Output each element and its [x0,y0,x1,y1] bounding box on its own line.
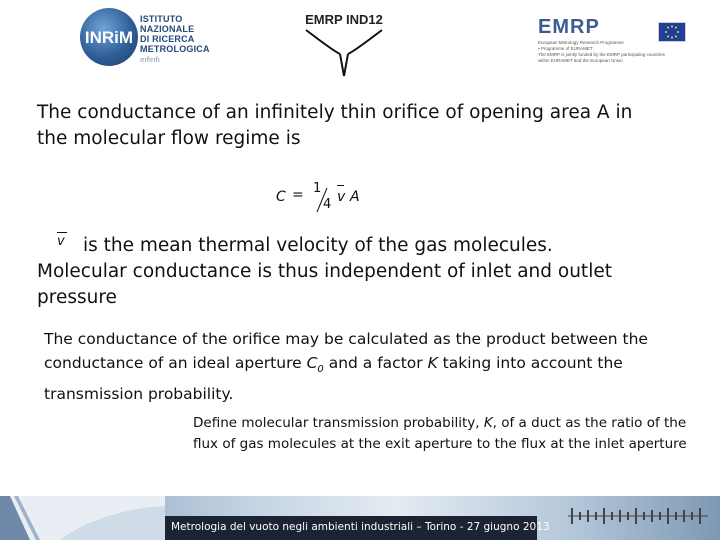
emrp-caption-line: within EURAMET and the European Union [538,58,623,63]
inrim-name-line: METROLOGICA [140,44,210,54]
para1-line-1: is the mean thermal velocity of the gas molecules. [83,235,553,256]
emrp-caption-line: The EMRP is jointly funded by the EMRP participating countries [538,52,665,57]
formula-equals: = [292,187,304,203]
definition-paragraph [193,413,703,455]
intro-line-2: the molecular flow regime is [37,128,301,149]
para2-part1: The conductance of the orifice may be calculated as the product between the conductance of an ideal aperture [44,330,648,372]
emrp-wordmark: EMRP [538,16,600,38]
inrim-name-line: ISTITUTO [140,14,183,24]
project-logo-mark [300,28,388,80]
orifice-paragraph [44,327,684,406]
emrp-logo [536,14,696,74]
inrim-badge-text: INRiM [84,28,134,47]
emrp-caption-line: ▪ Programme of EURAMET [538,46,593,51]
emrp-caption [538,40,688,64]
para2-part2: and a factor [323,354,428,372]
project-logo-label: EMRP IND12 [305,12,383,27]
k-symbol: K [427,354,438,372]
para1-line-3: pressure [37,287,117,308]
ruler-scale-icon [568,504,708,528]
formula-area: A [350,189,360,205]
k-symbol: K [483,415,493,431]
inrim-name-line: DI RICERCA [140,34,195,44]
velocity-paragraph [37,233,697,311]
para2-part3: taking into account the transmission probability. [44,354,623,404]
inrim-logo [72,6,210,70]
para1-line-2: Molecular conductance is thus independent of inlet and outlet [37,261,612,282]
inrim-name [140,14,210,66]
footer-title: Metrologia del vuoto negli ambienti industriali – Torino - 27 giugno 2013 [171,521,550,533]
velocity-letter: v [57,234,65,249]
intro-text [37,100,697,152]
para3-part1: Define molecular transmission probability, [193,415,484,431]
formula-numerator: 1 [313,181,322,196]
c0-symbol: C [306,354,318,372]
eu-flag-icon [658,22,686,42]
para3-part2: , of a duct as the ratio of the flux of gas molecules at the exit aperture to the flux at the inlet aperture [193,415,687,452]
formula-denominator: 4 [323,197,332,212]
footer-left-panel [0,496,165,540]
conductance-formula [276,181,376,220]
formula-v-bar [337,185,344,186]
intro-line-1: The conductance of an infinitely thin orifice of opening area A in [37,102,633,123]
inrim-name-line: NAZIONALE [140,24,195,34]
c0-subscript: 0 [317,364,324,376]
emrp-caption-line: European Metrology Research Programme [538,40,624,45]
formula-velocity: v [337,189,346,205]
inrim-sub-text: ırıfırıfı [140,57,161,64]
formula-lhs: C [276,189,286,205]
project-logo [300,8,388,80]
footer [0,496,720,540]
